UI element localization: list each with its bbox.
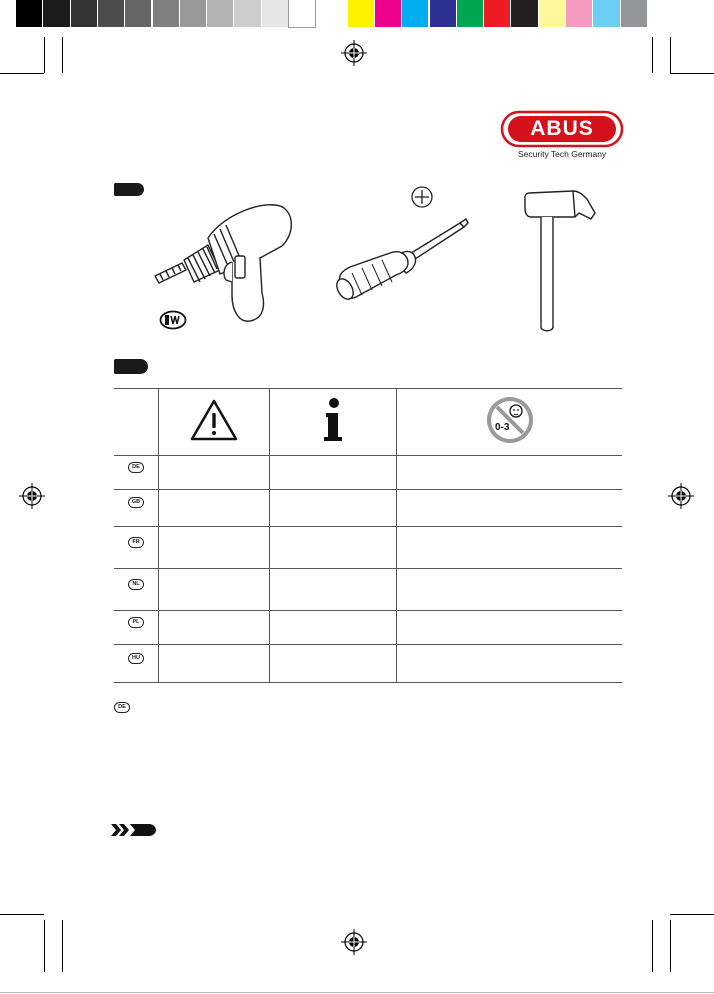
registration-mark-right [668, 483, 694, 509]
color-swatch [348, 0, 374, 27]
table-row [114, 527, 622, 569]
country-code-badge: PL [128, 617, 144, 628]
registration-mark-top [341, 40, 367, 66]
color-swatch [125, 0, 151, 27]
color-swatch [430, 0, 456, 27]
registration-mark-bottom [341, 929, 367, 955]
color-swatch [402, 0, 428, 27]
country-code-badge: HU [128, 653, 144, 664]
color-swatch [71, 0, 97, 27]
color-swatch [207, 0, 233, 27]
color-swatch [539, 0, 565, 27]
color-swatch [621, 0, 647, 27]
symbol-legend-table [114, 388, 622, 683]
not-for-children-0-3-icon [486, 396, 534, 444]
table-row [114, 569, 622, 611]
drill-icon [150, 190, 300, 325]
footnote-country-code-badge: DE [114, 702, 130, 713]
brand-name: ABUS [530, 117, 594, 140]
phillips-screwdriver-icon [330, 215, 470, 305]
color-calibration-bar [16, 0, 671, 28]
phillips-head-symbol-icon [410, 185, 434, 209]
color-swatch [262, 0, 288, 27]
color-swatch [16, 0, 42, 27]
warning-triangle-icon [189, 398, 239, 442]
country-code-badge: FR [128, 537, 144, 548]
registration-mark-left [19, 483, 45, 509]
color-swatch [484, 0, 510, 27]
color-swatch [511, 0, 537, 27]
country-code-badge: DE [128, 462, 144, 473]
hammer-icon [515, 185, 610, 335]
age-badge-text: 0-3 [494, 421, 509, 433]
color-swatch [98, 0, 124, 27]
header-warning-cell [159, 389, 270, 456]
header-info-cell [270, 389, 397, 456]
brand-tagline: Security Tech Germany [518, 149, 607, 159]
table-row [114, 645, 622, 683]
information-icon [318, 397, 348, 443]
table-row [114, 456, 622, 490]
hammer-mode-off-icon [159, 310, 187, 330]
color-swatch [43, 0, 69, 27]
color-swatch [457, 0, 483, 27]
table-row [114, 490, 622, 527]
section-marker-symbols [114, 359, 148, 374]
color-swatch [153, 0, 179, 27]
table-row [114, 611, 622, 645]
color-swatch [375, 0, 401, 27]
country-code-badge: GB [128, 497, 144, 508]
abus-logo [500, 110, 624, 162]
color-swatch [289, 0, 315, 27]
country-code-badge: NL [128, 579, 144, 590]
color-swatch [593, 0, 619, 27]
color-swatch [566, 0, 592, 27]
color-swatch [180, 0, 206, 27]
note-chevron-icon [111, 822, 157, 838]
header-empty-cell [114, 389, 159, 456]
header-children-cell [397, 389, 623, 456]
color-swatch [234, 0, 260, 27]
section-marker-tools [114, 183, 144, 196]
table-header-row [114, 389, 622, 456]
